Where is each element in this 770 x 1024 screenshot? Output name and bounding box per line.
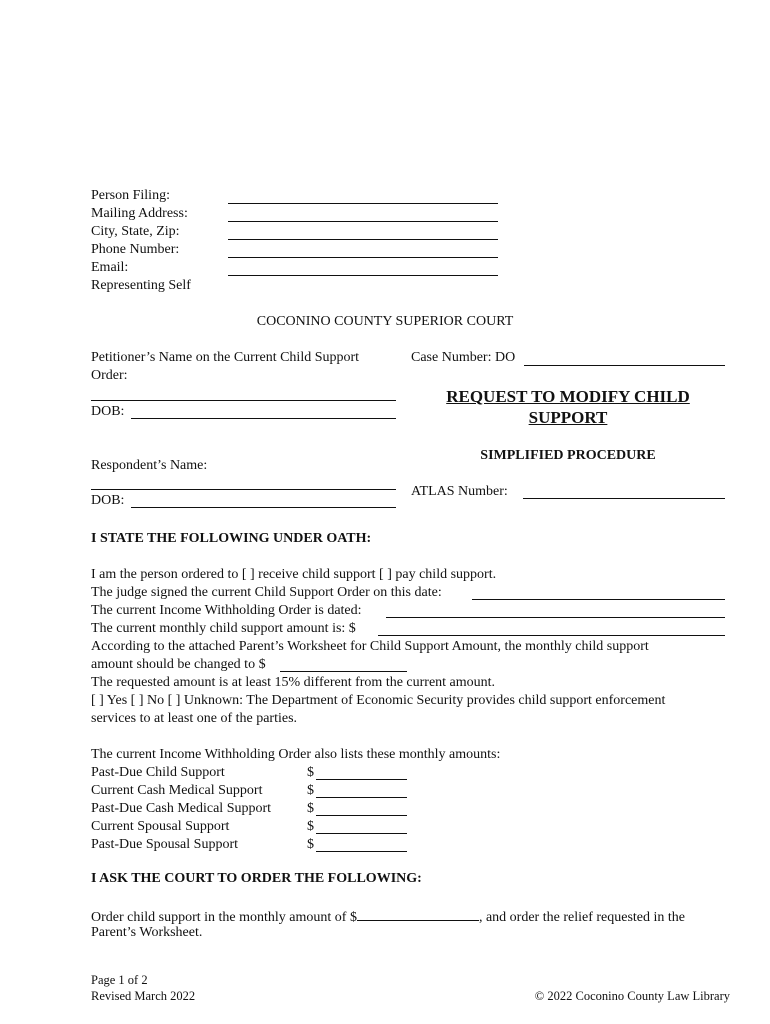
city-state-zip-label: City, State, Zip: [91,224,180,239]
petitioner-name-field[interactable] [91,400,396,401]
mailing-address-field[interactable] [228,221,498,222]
petitioner-dob-field[interactable] [131,418,396,419]
currency-symbol: $ [307,819,314,834]
current-cash-medical-field[interactable] [316,797,407,798]
document-subtitle: SIMPLIFIED PROCEDURE [480,448,656,463]
document-title-cont: SUPPORT [528,408,608,427]
order-date-field[interactable] [472,599,725,600]
page-number: Page 1 of 2 [91,973,148,987]
current-amount-field[interactable] [378,635,725,636]
case-number-label: Case Number: DO [411,350,516,365]
respondent-dob-label: DOB: [91,493,125,508]
order-amount-field[interactable] [357,906,479,921]
ask-heading: I ASK THE COURT TO ORDER THE FOLLOWING: [91,871,422,886]
copyright-notice: © 2022 Coconino County Law Library [534,989,730,1003]
petitioner-dob-label: DOB: [91,404,125,419]
phone-number-label: Phone Number: [91,242,180,257]
petitioner-label: Petitioner’s Name on the Current Child Support [91,350,360,365]
case-number-field[interactable] [524,365,725,366]
current-spousal-support-label: Current Spousal Support [91,819,230,834]
withholding-date-field[interactable] [386,617,725,618]
current-spousal-support-field[interactable] [316,833,407,834]
mailing-address-label: Mailing Address: [91,206,188,221]
new-amount-field[interactable] [280,671,407,672]
statement-worksheet-cont: amount should be changed to $ [91,657,266,672]
past-due-spousal-support-label: Past-Due Spousal Support [91,837,238,852]
statement-difference: The requested amount is at least 15% different from the current amount. [91,675,496,690]
statement-role: I am the person ordered to [ ] receive child support [ ] pay child support. [91,567,497,582]
past-due-spousal-support-field[interactable] [316,851,407,852]
order-relief-label: , and order the relief requested in the [478,910,685,925]
petitioner-label-cont: Order: [91,368,128,383]
past-due-child-support-label: Past-Due Child Support [91,765,225,780]
withholding-intro: The current Income Withholding Order also lists these monthly amounts: [91,747,501,762]
person-filing-label: Person Filing: [91,188,170,203]
document-title: REQUEST TO MODIFY CHILD [446,387,690,406]
email-label: Email: [91,260,129,275]
currency-symbol: $ [307,765,314,780]
statement-des: [ ] Yes [ ] No [ ] Unknown: The Department of Economic Security provides child support enforcement [91,693,666,708]
representing-self-label: Representing Self [91,278,191,293]
revision-date: Revised March 2022 [91,989,196,1003]
past-due-cash-medical-field[interactable] [316,815,407,816]
respondent-name-field[interactable] [91,489,396,490]
respondent-dob-field[interactable] [131,507,396,508]
current-cash-medical-label: Current Cash Medical Support [91,783,263,798]
respondent-label: Respondent’s Name: [91,458,208,473]
atlas-number-label: ATLAS Number: [411,484,508,499]
currency-symbol: $ [307,837,314,852]
currency-symbol: $ [307,801,314,816]
atlas-number-field[interactable] [523,498,725,499]
order-amount-label: Order child support in the monthly amount of $ [91,910,357,925]
order-worksheet-label: Parent’s Worksheet. [91,925,203,940]
statement-current-amount: The current monthly child support amount is: $ [91,621,356,636]
statement-des-cont: services to at least one of the parties. [91,711,298,726]
past-due-cash-medical-label: Past-Due Cash Medical Support [91,801,272,816]
statement-order-date: The judge signed the current Child Support Order on this date: [91,585,442,600]
person-filing-field[interactable] [228,203,498,204]
email-field[interactable] [228,275,498,276]
currency-symbol: $ [307,783,314,798]
past-due-child-support-field[interactable] [316,779,407,780]
phone-number-field[interactable] [228,257,498,258]
statement-withholding-date: The current Income Withholding Order is dated: [91,603,362,618]
oath-heading: I STATE THE FOLLOWING UNDER OATH: [91,531,372,546]
statement-worksheet: According to the attached Parent’s Worksheet for Child Support Amount, the monthly child support [91,639,649,654]
court-name: COCONINO COUNTY SUPERIOR COURT [256,314,514,329]
city-state-zip-field[interactable] [228,239,498,240]
